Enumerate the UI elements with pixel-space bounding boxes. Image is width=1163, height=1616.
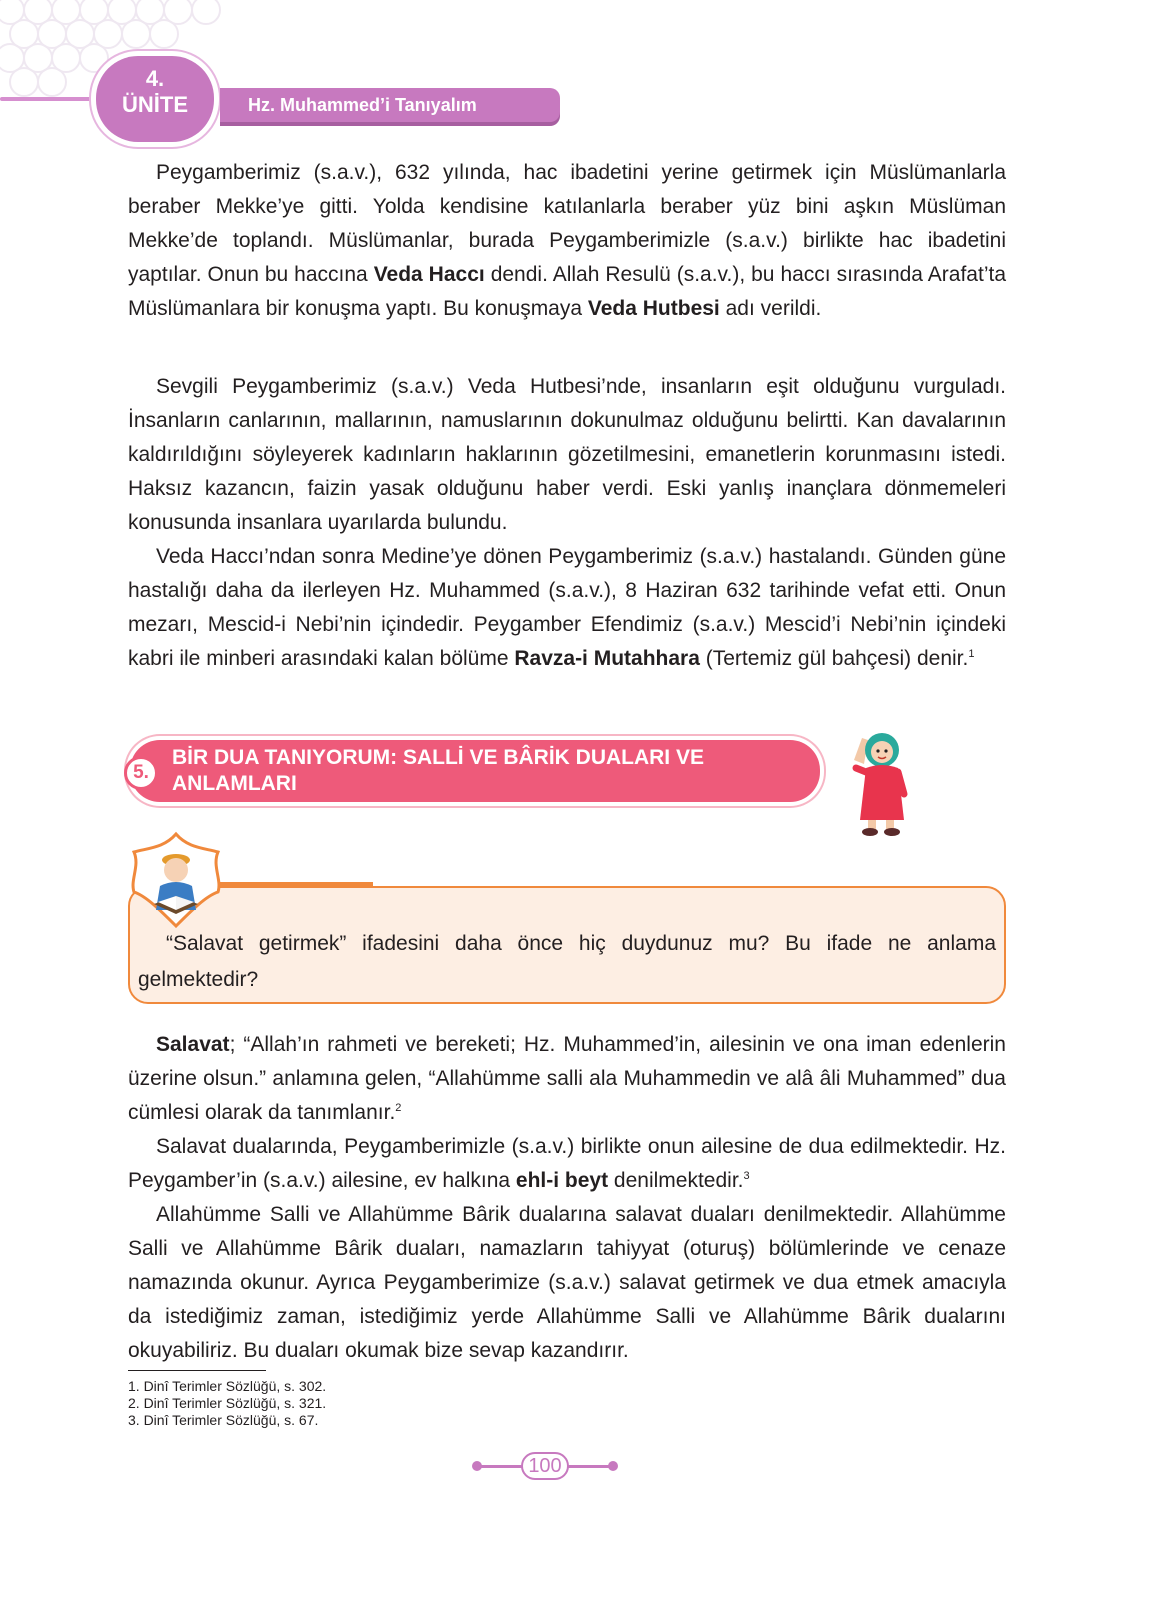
p2-text: Sevgili Peygamberimiz (s.a.v.) Veda Hutbesi’nde, insanların eşit olduğunu vurguladı. İnsanların canlarının, mallarının, namuslarının dokunulmaz olduğunu belirtti. Kan davalarının kaldırıldığını söyleyerek kadınların haklarının gözetilmesini, emanetlerin korunmasını istedi. Haksız kazancın, faizin yasak olduğunu haber verdi. Eski yanlış inançlara dönmemeleri konusunda insanlara uyarılarda bulundu. [128, 375, 1006, 534]
p3-text-2: (Tertemiz gül bahçesi) denir. [699, 647, 969, 670]
paragraph-1 [128, 156, 1006, 326]
question-accent-line [205, 882, 373, 886]
section-number: 5. [124, 756, 158, 790]
term-veda-hacci: Veda Haccı [373, 263, 485, 286]
p1-text-1: Peygamberimiz (s.a.v.), 632 yılında, hac ibadetini yerine getirmek için Müslümanlarla beraber Mekke’ye gitti. Yolda kendisine katılanlarla beraber yüz bini aşkın Müslüman Mekke’de toplandı. Müslümanlar, burada Peygamberimizle (s.a.v.) birlikte hac ibadetini yaptılar. Onun bu haccına [128, 161, 1006, 286]
paragraph-4 [128, 1028, 1006, 1130]
paragraph-2 [128, 370, 1006, 540]
p5-text-2: denilmektedir. [608, 1169, 744, 1192]
unit-label: ÜNİTE [122, 92, 188, 117]
page-number-line-right [568, 1465, 612, 1468]
question-body: “Salavat getirmek” ifadesini daha önce hiç duydunuz mu? Bu ifade ne anlama gelmektedir? [138, 932, 996, 991]
p3-text-1: Veda Haccı’ndan sonra Medine’ye dönen Peygamberimiz (s.a.v.) hastalandı. Günden güne hastalığı daha da ilerleyen Hz. Muhammed (s.a.v.), 8 Haziran 632 tarihinde vefat etti. Onun mezarı, Mescid-i Nebi’nin içindedir. Peygamber Efendimiz (s.a.v.) Mescid’i Nebi’nin içindeki kabri ile minberi arasındaki kalan bölüme [128, 545, 1006, 670]
paragraph-5 [128, 1130, 1006, 1198]
question-text [138, 926, 996, 998]
term-ehl-i-beyt: ehl-i beyt [515, 1169, 609, 1192]
footnote-rule [128, 1370, 266, 1371]
p1-text-2: dendi. Allah Resulü (s.a.v.), bu haccı sırasında Arafat’ta Müslümanlara bir konuşma yaptı. Bu konuşmaya [128, 263, 1006, 320]
p6-text: Allahümme Salli ve Allahümme Bârik dualarına salavat duaları denilmektedir. Allahümme Salli ve Allahümme Bârik duaları, namazların tahiyyat (oturuş) bölümlerinde ve cenaze namazında okunur. Ayrıca Peygamberimize (s.a.v.) salavat getirmek ve dua etmek amacıyla da istediğimiz zaman, istediğimiz yerde Allahümme Salli ve Allahümme Bârik dualarını okuyabiliriz. Bu duaları okumak bize sevap kazandırır. [128, 1203, 1006, 1362]
p5-text-1: Salavat dualarında, Peygamberimizle (s.a.v.) birlikte onun ailesine de dua edilmektedir. Hz. Peygamber’in (s.a.v.) ailesine, ev halkına [128, 1135, 1006, 1192]
footnotes [128, 1378, 326, 1429]
term-ravza: Ravza-i Mutahhara [514, 647, 700, 670]
chapter-title: Hz. Muhammed’i Tanıyalım [220, 88, 560, 122]
unit-badge [96, 56, 214, 142]
footnote-3: 3. Dinî Terimler Sözlüğü, s. 67. [128, 1412, 319, 1428]
section-title: BİR DUA TANIYORUM: SALLİ VE BÂRİK DUALARI VE ANLAMLARI [172, 746, 704, 795]
page-number-ornament-right [608, 1461, 618, 1471]
footnote-ref-1: 1 [968, 648, 975, 660]
reading-boy-badge [126, 830, 226, 930]
footnote-ref-2: 2 [395, 1102, 402, 1114]
p1-text-3: adı verildi. [719, 297, 822, 320]
page-number: 100 [521, 1452, 569, 1480]
girl-illustration [848, 728, 912, 838]
paragraph-6 [128, 1198, 1006, 1368]
footnote-2: 2. Dinî Terimler Sözlüğü, s. 321. [128, 1395, 327, 1411]
page-number-line-left [478, 1465, 522, 1468]
paragraph-3 [128, 540, 1006, 676]
p4-text: ; “Allah’ın rahmeti ve bereketi; Hz. Muhammed’in, ailesinin ve ona iman edenlerin üzerine olsun.” anlamına gelen, “Allahümme salli ala Muhammedin ve alâ âli Muhammed” dua cümlesi olarak da tanımlanır. [128, 1033, 1006, 1124]
footnote-1: 1. Dinî Terimler Sözlüğü, s. 302. [128, 1378, 327, 1394]
term-veda-hutbesi: Veda Hutbesi [587, 297, 720, 320]
term-salavat: Salavat [156, 1033, 230, 1056]
unit-number: 4. [145, 66, 165, 91]
footnote-ref-3: 3 [743, 1170, 750, 1182]
